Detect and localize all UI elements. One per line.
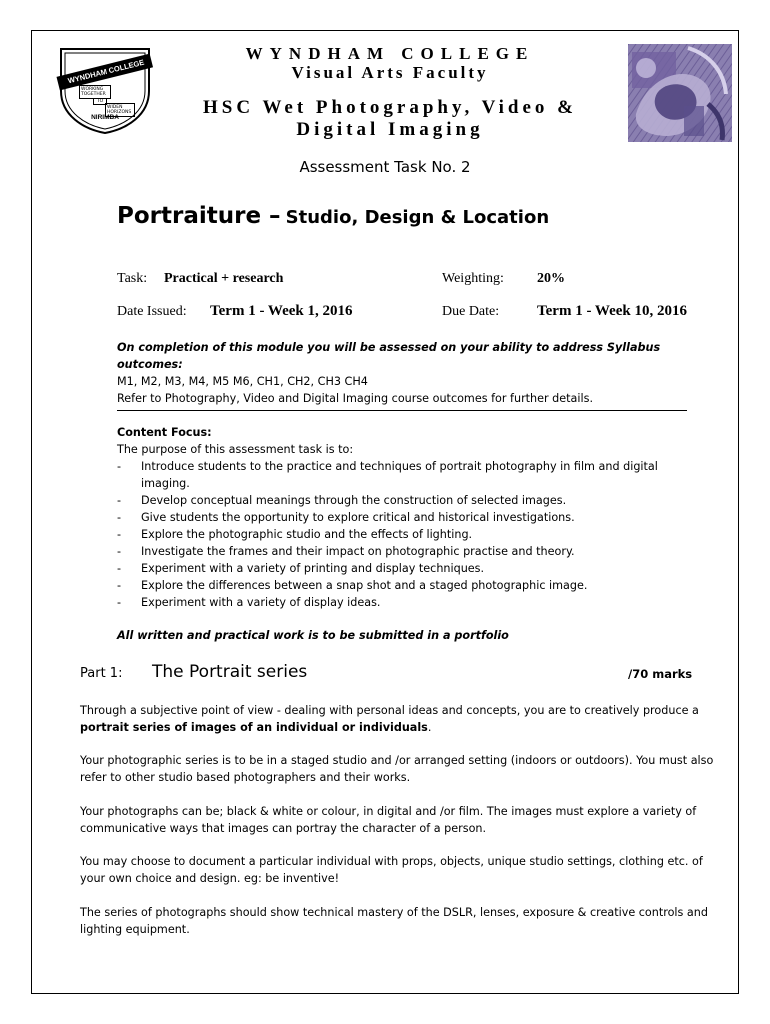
paragraph-1-end: . <box>427 721 432 734</box>
due-date-label: Due Date: <box>442 304 500 319</box>
college-crest-logo <box>55 45 155 135</box>
crest-motto-box-3: WIDEN HORIZONS <box>105 103 135 117</box>
paragraph-3: Your photographs can be; black & white or colour, in digital and /or film. The images must explore a variety of communicative ways that images can portray the character of a person. <box>80 805 697 835</box>
weighting-label: Weighting: <box>442 271 504 286</box>
paragraph-1-bold: portrait series of images of an individual or individuals <box>80 721 428 734</box>
title-main: Portraiture – <box>117 203 281 229</box>
date-issued-label: Date Issued: <box>117 304 187 319</box>
course-title-line-2: Digital Imaging <box>296 119 484 140</box>
paragraph-4: You may choose to document a particular individual with props, objects, unique studio settings, clothing etc. of your own choice and design. eg: be inventive! <box>80 855 703 885</box>
crest-banner-text: WYNDHAM COLLEGE <box>66 57 146 86</box>
content-focus-list <box>117 458 709 611</box>
document-title <box>117 203 549 229</box>
faculty-name: Visual Arts Faculty <box>291 63 489 82</box>
paragraph-1-text: Through a subjective point of view - dealing with personal ideas and concepts, you are to creatively produce a <box>80 704 699 717</box>
task-value: Practical + research <box>164 271 284 286</box>
part-title: The Portrait series <box>152 662 308 682</box>
list-item: - Develop conceptual meanings through the construction of selected images. <box>117 492 709 509</box>
visual-arts-artwork-image <box>628 44 732 142</box>
task-label: Task: <box>117 271 148 286</box>
outcomes-refer-note: Refer to Photography, Video and Digital Imaging course outcomes for further details. <box>117 392 594 405</box>
due-date-value: Term 1 - Week 10, 2016 <box>537 303 687 319</box>
outcomes-list: M1, M2, M3, M4, M5 M6, CH1, CH2, CH3 CH4 <box>117 375 368 388</box>
title-subtitle: Studio, Design & Location <box>285 207 550 228</box>
college-name: WYNDHAM COLLEGE <box>245 44 535 63</box>
crest-place-text: NIRIMBA <box>91 114 119 121</box>
part-label: Part 1: <box>80 666 123 681</box>
crest-motto-box-1: WORKING TOGETHER <box>79 85 111 99</box>
list-item: - Experiment with a variety of display ideas. <box>117 594 709 611</box>
list-item: - Explore the differences between a snap shot and a staged photographic image. <box>117 577 709 594</box>
list-item: - Introduce students to the practice and techniques of portrait photography in film and digital imaging. <box>117 458 709 492</box>
list-item: - Give students the opportunity to explore critical and historical investigations. <box>117 509 709 526</box>
list-item: - Investigate the frames and their impact on photographic practise and theory. <box>117 543 709 560</box>
outcomes-heading: On completion of this module you will be assessed on your ability to address Syllabus outcomes: <box>117 341 661 371</box>
list-item: - Explore the photographic studio and the effects of lighting. <box>117 526 709 543</box>
content-focus-heading: Content Focus: <box>117 426 212 439</box>
content-focus-intro: The purpose of this assessment task is to: <box>117 443 354 456</box>
paragraph-5: The series of photographs should show technical mastery of the DSLR, lenses, exposure & creative controls and lighting equipment. <box>80 906 708 936</box>
portfolio-note: All written and practical work is to be submitted in a portfolio <box>117 629 509 642</box>
crest-motto-box-2: TO <box>93 98 107 105</box>
paragraph-2: Your photographic series is to be in a staged studio and /or arranged setting (indoors or outdoors). You must also refer to other studio based photographers and their works. <box>80 754 714 784</box>
course-title-line-1: HSC Wet Photography, Video & <box>203 97 577 118</box>
weighting-value: 20% <box>537 271 565 286</box>
assessment-task-heading: Assessment Task No. 2 <box>299 158 471 176</box>
list-item: - Experiment with a variety of printing and display techniques. <box>117 560 709 577</box>
part-marks: /70 marks <box>628 667 693 681</box>
section-divider <box>117 410 687 411</box>
date-issued-value: Term 1 - Week 1, 2016 <box>210 303 353 319</box>
paragraph-1 <box>80 702 720 736</box>
